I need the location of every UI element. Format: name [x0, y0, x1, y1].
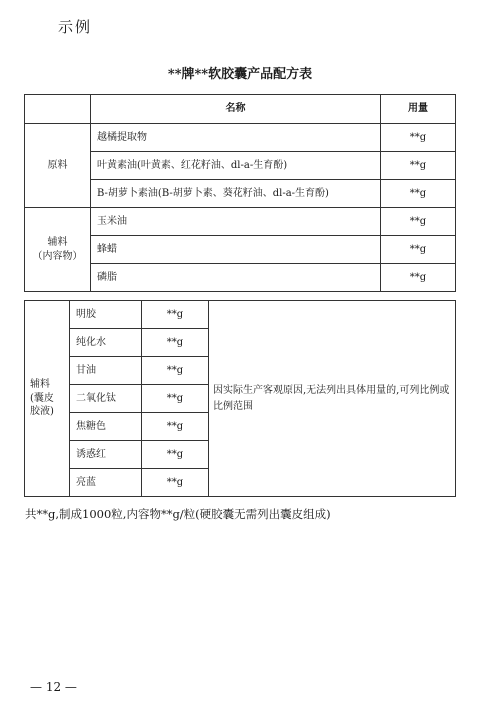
table-row: [25, 124, 456, 152]
ingredient-amount: **g: [142, 301, 209, 329]
ingredient-name: 明胶: [70, 301, 142, 329]
ingredient-name: B-胡萝卜素油(B-胡萝卜素、葵花籽油、dl-a-生育酚): [91, 180, 381, 208]
summary-text: 共**g,制成1000粒,内容物**g/粒(硬胶囊无需列出囊皮组成): [25, 507, 331, 521]
category-excipient-content: [25, 208, 91, 292]
page-number: — 12 —: [30, 680, 77, 694]
ingredient-name: 磷脂: [91, 264, 381, 292]
formula-table-header: [25, 95, 456, 124]
page-heading: 示例: [58, 18, 93, 36]
header-amount: 用量: [381, 95, 456, 124]
ingredient-name: 诱惑红: [70, 441, 142, 469]
ingredient-name: 纯化水: [70, 329, 142, 357]
category-line: 辅料: [30, 379, 50, 391]
ingredient-name: 叶黄素油(叶黄素、红花籽油、dl-a-生育酚): [91, 152, 381, 180]
header-name: 名称: [91, 95, 381, 124]
ingredient-name: 越橘提取物: [91, 124, 381, 152]
ingredient-amount: **g: [381, 264, 456, 292]
shell-note: 因实际生产客观原因,无法列出具体用量的,可列比例或比例范围: [209, 301, 456, 497]
category-line: （内容物）: [32, 250, 83, 262]
ingredient-amount: **g: [381, 208, 456, 236]
category-raw-material: 原料: [25, 124, 91, 208]
ingredient-amount: **g: [142, 357, 209, 385]
ingredient-amount: **g: [381, 236, 456, 264]
ingredient-amount: **g: [142, 329, 209, 357]
category-line: (囊皮: [30, 392, 54, 404]
ingredient-name: 蜂蜡: [91, 236, 381, 264]
ingredient-amount: **g: [142, 385, 209, 413]
ingredient-amount: **g: [381, 152, 456, 180]
shell-table: [24, 300, 456, 497]
formula-table: [24, 94, 456, 292]
table-row: [25, 208, 456, 236]
ingredient-name: 亮蓝: [70, 469, 142, 497]
category-line: 胶液): [30, 406, 54, 418]
table-title: **牌**软胶囊产品配方表: [167, 67, 313, 82]
ingredient-name: 二氧化钛: [70, 385, 142, 413]
ingredient-name: 玉米油: [91, 208, 381, 236]
ingredient-name: 焦糖色: [70, 413, 142, 441]
ingredient-amount: **g: [142, 441, 209, 469]
header-blank: [25, 95, 91, 124]
ingredient-name: 甘油: [70, 357, 142, 385]
category-line: 辅料: [47, 237, 68, 248]
table-row: [25, 301, 456, 329]
ingredient-amount: **g: [381, 180, 456, 208]
category-excipient-shell: [25, 301, 70, 497]
ingredient-amount: **g: [381, 124, 456, 152]
ingredient-amount: **g: [142, 413, 209, 441]
ingredient-amount: **g: [142, 469, 209, 497]
